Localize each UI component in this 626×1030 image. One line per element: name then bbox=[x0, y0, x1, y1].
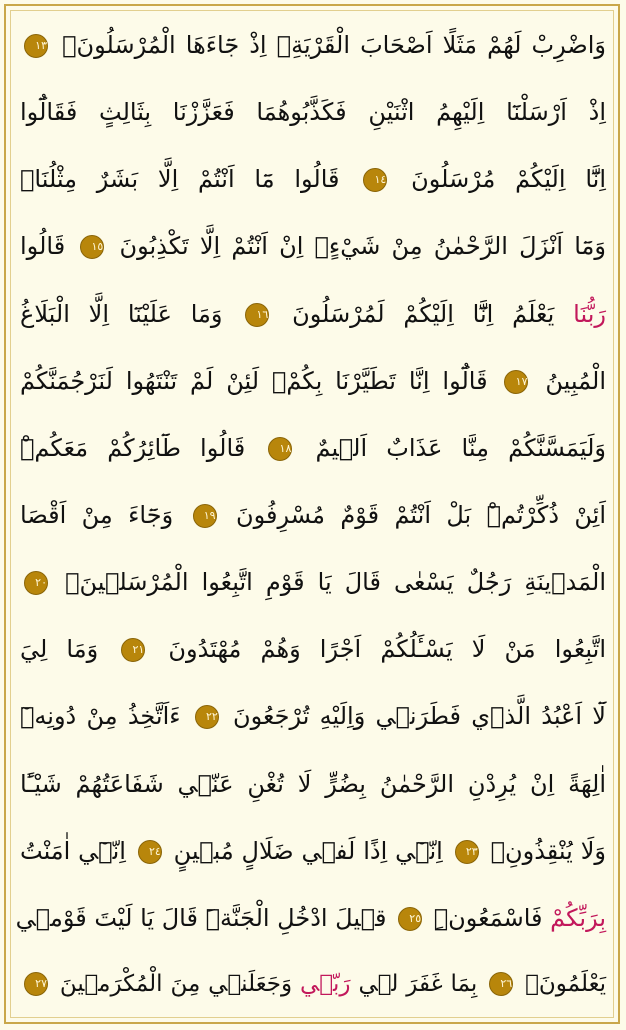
text-line-4: وَمَٓا اَنْزَلَ الرَّحْمٰنُ مِنْ شَيْءٍۙ اِنْ اَنْتُمْ اِلَّا تَكْذِبُونَ ١٥ قَالُوا bbox=[20, 232, 606, 261]
text-line-10: اتَّبِعُوا مَنْ لَا يَسْـَٔلُكُمْ اَجْرًا وَهُمْ مُهْتَدُونَ ٢١ وَمَا لِيَ bbox=[20, 635, 606, 664]
ayah-marker: ١٤ bbox=[363, 168, 387, 192]
text-line-12: اٰلِهَةً اِنْ يُرِدْنِ الرَّحْمٰنُ بِضُرٍّ لَا تُغْنِ عَنّ۪ي شَفَاعَتُهُمْ شَيْـًٔا bbox=[20, 769, 606, 798]
ayah-marker: ١٩ bbox=[193, 504, 217, 528]
ayah-marker: ٢٧ bbox=[24, 972, 48, 996]
ayah-marker: ٢٣ bbox=[455, 840, 479, 864]
text-line-13: وَلَا يُنْقِذُونِۚ ٢٣ اِنّ۪ٓي اِذًا لَف۪ي ضَلَالٍ مُب۪ينٍ ٢٤ اِنّ۪ٓي اٰمَنْتُ bbox=[20, 836, 606, 865]
text-line-8: اَئِنْ ذُكِّرْتُمْۜ بَلْ اَنْتُمْ قَوْمٌ مُسْرِفُونَ ١٩ وَجَٓاءَ مِنْ اَقْصَا bbox=[20, 500, 607, 529]
ayah-marker: ١٧ bbox=[504, 370, 528, 394]
ayah-marker: ١٣ bbox=[24, 34, 48, 58]
text-line-14: بِرَبِّكُمْ فَاسْمَعُونِۜ ٢٥ ق۪يلَ ادْخُلِ الْجَنَّةَۜ قَالَ يَا لَيْتَ قَوْم۪ي bbox=[15, 903, 606, 932]
text-line-1: وَاضْرِبْ لَهُمْ مَثَلًا اَصْحَابَ الْقَرْيَةِۢ اِذْ جَٓاءَهَا الْمُرْسَلُونَۚ ١٣ bbox=[14, 30, 612, 61]
text-line-15: يَعْلَمُونَۙ ٢٦ بِمَا غَفَرَ ل۪ي رَبّ۪ي وَجَعَلَن۪ي مِنَ الْمُكْرَم۪ينَ ٢٧ bbox=[14, 970, 612, 1000]
text-line-11: لَٓا اَعْبُدُ الَّذ۪ي فَطَرَن۪ي وَاِلَيْهِ تُرْجَعُونَ ٢٢ ءَاَتَّخِذُ مِنْ دُونِه۪ٓ bbox=[20, 702, 606, 731]
ayah-marker: ٢٤ bbox=[138, 840, 162, 864]
ayah-marker: ٢٠ bbox=[24, 571, 48, 595]
ayah-marker: ٢١ bbox=[121, 638, 145, 662]
ayah-marker: ١٨ bbox=[268, 437, 292, 461]
ayah-marker: ٢٥ bbox=[398, 907, 422, 931]
text-line-9: الْمَد۪ينَةِ رَجُلٌ يَسْعٰى قَالَ يَا قَوْمِ اتَّبِعُوا الْمُرْسَل۪ينَۙ ٢٠ bbox=[14, 567, 612, 598]
text-line-3: اِنَّٓا اِلَيْكُمْ مُرْسَلُونَ ١٤ قَالُوا مَٓا اَنْتُمْ اِلَّا بَشَرٌ مِثْلُنَاۙ bbox=[20, 165, 606, 194]
quran-page bbox=[14, 18, 612, 1018]
ayah-marker: ٢٢ bbox=[195, 705, 219, 729]
ayah-marker: ٢٦ bbox=[489, 972, 513, 996]
text-line-2: اِذْ اَرْسَلْنَٓا اِلَيْهِمُ اثْنَيْنِ فَكَذَّبُوهُمَا فَعَزَّزْنَا بِثَالِثٍ فَقَالُٓوا bbox=[20, 98, 606, 127]
ayah-marker: ١٦ bbox=[245, 303, 269, 327]
text-line-6: الْمُبِينُ ١٧ قَالُٓوا اِنَّا تَطَيَّرْنَا بِكُمْۚ لَئِنْ لَمْ تَنْتَهُوا لَنَرْجُمَنَّكُمْ bbox=[20, 366, 606, 395]
ayah-marker: ١٥ bbox=[80, 235, 104, 259]
text-line-7: وَلَيَمَسَّنَّكُمْ مِنَّا عَذَابٌ اَل۪يمٌ ١٨ قَالُوا طَٓائِرُكُمْ مَعَكُمْۜ bbox=[20, 433, 606, 462]
text-line-5: رَبُّنَا يَعْلَمُ اِنَّٓا اِلَيْكُمْ لَمُرْسَلُونَ ١٦ وَمَا عَلَيْنَٓا اِلَّا الْبَلَاغُ bbox=[20, 299, 606, 328]
